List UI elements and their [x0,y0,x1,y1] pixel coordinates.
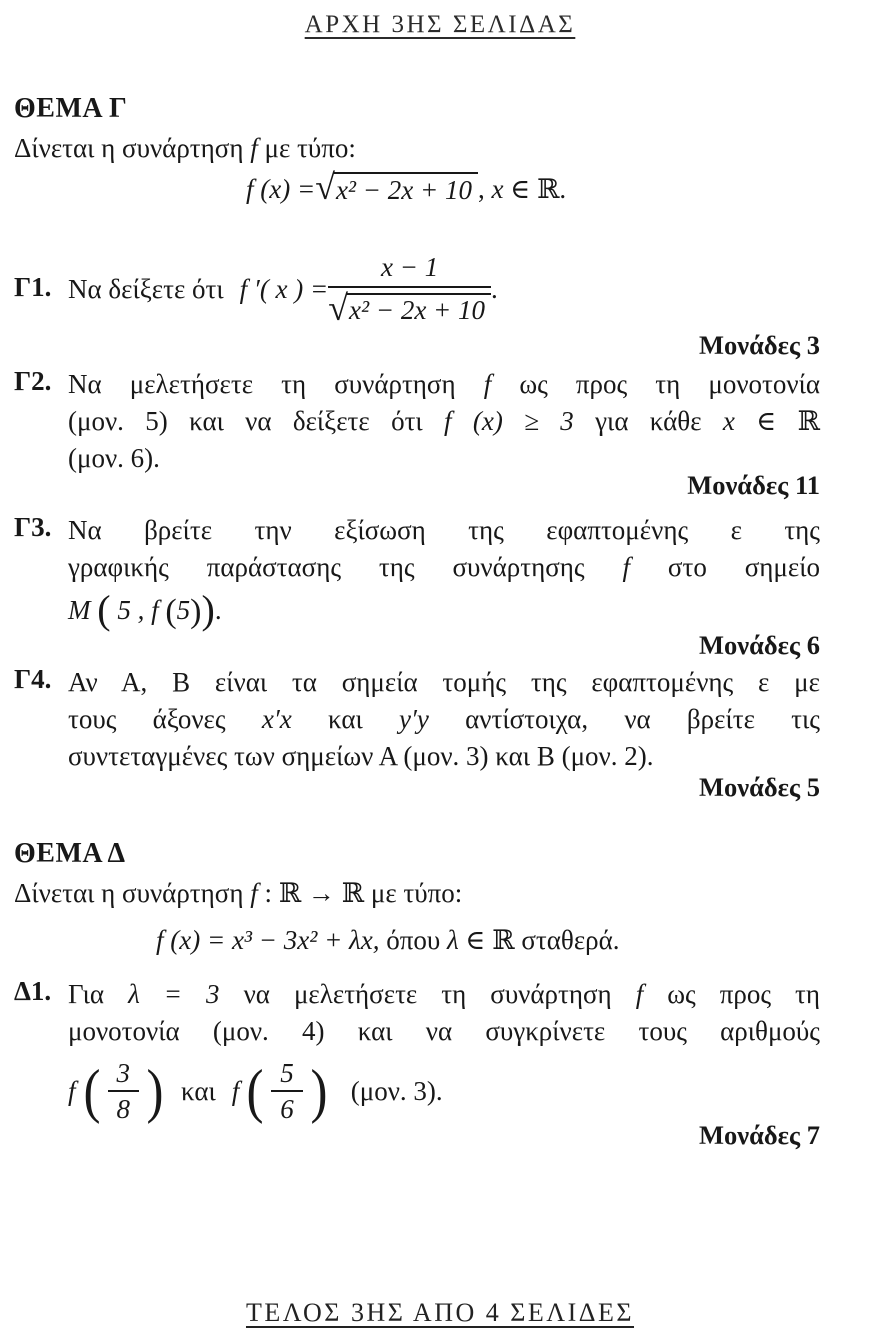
radical-sign-icon: √ [315,167,335,207]
radical-sign-icon: √ [328,287,349,328]
item-g3-line-1: Να βρείτε την εξίσωση της εφαπτομένης ε της [68,515,820,545]
item-g4-line-2: τους άξονες x′x και y′y αντίστοιχα, να βρείτε τις [68,704,820,734]
compare-connector: και [180,1075,216,1106]
running-footer-text: ΤΕΛΟΣ 3ΗΣ ΑΠΟ 4 ΣΕΛΙΔΕΣ [245,1298,635,1327]
item-g3-lines [68,512,820,634]
item-g2-line-2: (μον. 5) και να δείξετε ότι f (x) ≥ 3 για κάθε x ∈ ℝ [68,406,820,436]
running-header-text: ΑΡΧΗ 3ΗΣ ΣΕΛΙΔΑΣ [304,11,576,38]
formula-g1-period: . [491,273,498,304]
item-g4-line-1: Αν Α, Β είναι τα σημεία τομής της εφαπτομένης ε με [68,667,820,697]
formula-g1-numerator: x − 1 [328,253,491,287]
compare-fraction-1 [108,1059,140,1124]
compare-frac1-den: 8 [116,1094,130,1124]
formula-g1-radicand: x² − 2x + 10 [346,293,491,324]
compare-f2: f [231,1075,240,1106]
item-g2-label: Γ2. [14,366,52,396]
item-g4-line-3: συντεταγμένες των σημείων Α (μον. 3) και Β (μον. 2). [68,741,654,771]
item-g3-line-3: M ( 5 , f (5)). [68,587,222,632]
marks-g2: Μονάδες 11 [687,470,820,500]
item-g1-lead: Να δείξετε ότι [68,273,224,304]
item-g1-content [68,248,820,330]
theme-d-formula: f (x) = x³ − 3x² + λx, όπου λ ∈ ℝ σταθερά. [156,925,620,955]
theme-c-intro: Δίνεται η συνάρτηση f με τύπο: [14,133,356,163]
page-running-header [0,8,880,39]
item-d1-compare-row: f ( $\frac{3}{8}$ ) και f ( $\frac{5}{6}$ ) (μον. 3). [68,1057,443,1124]
item-d1-line-2: μονοτονία (μον. 4) και να συγκρίνετε τους αριθμούς [68,1016,820,1046]
item-g1 [14,248,820,330]
compare-frac1-num: 3 [108,1059,140,1092]
marks-d1: Μονάδες 7 [698,1120,820,1150]
marks-g3: Μονάδες 6 [698,630,820,660]
marks-g1: Μονάδες 3 [698,330,820,360]
formula-g1-denominator [328,287,491,328]
compare-f1: f [68,1075,76,1106]
formula-c-tail: , x ∈ ℝ. [477,173,567,204]
marks-g4: Μονάδες 5 [698,772,820,802]
formula-c-sqrt [315,167,478,207]
item-g2-line-3: (μον. 6). [68,443,160,473]
formula-g1-sqrt [328,287,491,328]
item-g4-lines [68,664,820,775]
item-d1 [14,976,820,1132]
item-g2-lines [68,366,820,477]
formula-c-lhs: f (x) = [246,173,316,204]
compare-fraction-2 [271,1059,303,1124]
item-g3-line-2: γραφικής παράστασης της συνάρτησης f στο σημείο [68,552,820,582]
item-d1-label: Δ1. [14,976,52,1006]
theme-c-formula [246,167,567,207]
item-g1-label: Γ1. [14,272,52,302]
item-g4-label: Γ4. [14,664,52,694]
formula-g1-fraction [328,252,491,328]
item-g3-label: Γ3. [14,512,52,542]
formula-g1-lhs: f ′( x ) = [239,273,329,304]
item-g2-line-1: Να μελετήσετε τη συνάρτηση f ως προς τη μονοτονία [68,369,820,399]
compare-frac2-den: 6 [280,1094,294,1124]
theme-d-title: ΘΕΜΑ Δ [14,838,126,869]
item-g3 [14,512,820,634]
theme-d-intro: Δίνεται η συνάρτηση f : ℝ → ℝ με τύπο: [14,878,463,908]
item-d1-lines [68,976,820,1132]
compare-frac2-num: 5 [271,1059,303,1092]
item-g2 [14,366,820,477]
formula-c-radicand: x² − 2x + 10 [333,172,478,206]
page-running-footer [0,1297,880,1328]
item-g1-formula [239,252,498,328]
compare-tail: (μον. 3). [350,1075,443,1106]
item-g4 [14,664,820,775]
theme-c-title: ΘΕΜΑ Γ [14,93,128,124]
item-d1-line-1: Για λ = 3 να μελετήσετε τη συνάρτηση f ως προς τη [68,979,820,1009]
